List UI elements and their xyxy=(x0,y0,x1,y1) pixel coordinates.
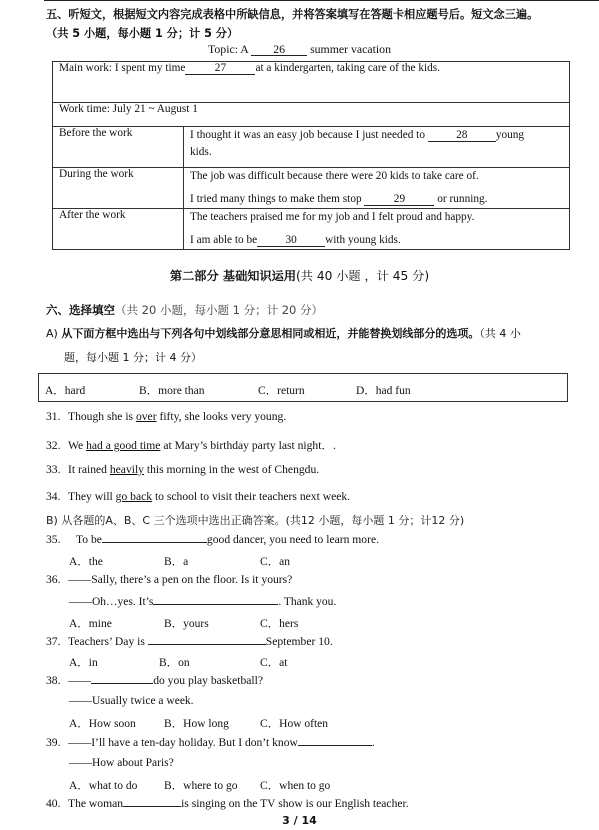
after-work-text: The teachers praised me for my job and I felt proud and happy. xyxy=(190,211,475,223)
main-work-text-end: at a kindergarten, taking care of the kids. xyxy=(255,62,441,74)
underlined-phrase: go back xyxy=(115,490,153,503)
topic-prefix: Topic: A xyxy=(208,42,249,56)
box-option-a: A．hard xyxy=(45,385,86,397)
question-text-end: . xyxy=(371,736,375,749)
option-b: B．How long xyxy=(164,718,229,730)
question-number: 35. xyxy=(46,533,61,546)
part-2-title: 第二部分 基础知识运用 xyxy=(169,269,297,283)
question-number: 38. xyxy=(46,674,61,687)
question-37 xyxy=(46,635,333,648)
after-work-label: After the work xyxy=(53,209,184,250)
question-number: 40. xyxy=(46,797,61,810)
option-a: A．the xyxy=(69,556,103,568)
word-option-box xyxy=(38,373,568,402)
question-36 xyxy=(46,573,292,586)
question-text: Though she is xyxy=(68,410,136,423)
sub-b-instruction: B) 从各题的A、B、C 三个选项中选出正确答案。(共12 小题，每小题 1 分；计12 分) xyxy=(46,514,465,527)
question-number: 37. xyxy=(46,635,61,648)
fill-blank xyxy=(148,644,266,645)
question-number: 31. xyxy=(46,410,61,423)
main-work-text: Main work: I spent my time xyxy=(59,62,186,74)
question-text-end: fifty, she looks very young. xyxy=(156,410,287,423)
question-number: 33. xyxy=(46,463,61,476)
section-6-scoring: （共 20 小题，每小题 1 分；计 20 分） xyxy=(115,303,324,317)
option-c: C．How often xyxy=(260,718,329,730)
question-39-reply: ——How about Paris? xyxy=(69,757,174,769)
before-work-text-cont: kids. xyxy=(190,146,212,158)
part-2-heading xyxy=(0,267,599,284)
listening-table xyxy=(52,61,570,250)
question-39 xyxy=(46,736,375,749)
underlined-phrase: heavily xyxy=(109,463,144,476)
question-36-reply xyxy=(69,596,336,608)
question-text-end: is singing on the TV show is our English teacher. xyxy=(181,797,409,810)
during-work-text-2: I tried many things to make them stop xyxy=(190,193,362,205)
underlined-phrase: had a good time xyxy=(86,439,161,452)
question-33 xyxy=(46,463,319,476)
during-work-cell xyxy=(184,168,570,209)
sub-a-instruction xyxy=(46,322,586,370)
during-work-label: During the work xyxy=(53,168,184,209)
answer-blank-27: 27 xyxy=(185,62,255,75)
question-35 xyxy=(46,533,379,546)
answer-blank-29: 29 xyxy=(364,193,434,206)
question-text: They will xyxy=(68,490,116,503)
section-5-instruction: 五、听短文，根据短文内容完成表格中所缺信息，并将答案填写在答题卡相应题号后。短文念三遍。 xyxy=(46,8,539,21)
question-text-end: September 10. xyxy=(265,635,333,648)
question-text: To be xyxy=(76,533,102,546)
question-number: 39. xyxy=(46,736,61,749)
after-work-cell xyxy=(184,209,570,250)
before-work-text-end: young xyxy=(495,129,525,141)
question-number: 34. xyxy=(46,490,61,503)
option-a: A．mine xyxy=(69,618,112,630)
option-a: A．what to do xyxy=(69,780,138,792)
question-text: It rained xyxy=(68,463,110,476)
option-c: C．hers xyxy=(260,618,299,630)
option-b: B．on xyxy=(159,657,190,669)
top-rule xyxy=(44,0,599,1)
fill-blank xyxy=(298,745,372,746)
work-time-cell: Work time: July 21 ~ August 1 xyxy=(53,103,570,127)
question-text: We xyxy=(68,439,87,452)
option-b: B．where to go xyxy=(164,780,238,792)
underlined-phrase: over xyxy=(135,410,157,423)
question-38-reply: ——Usually twice a week. xyxy=(69,695,194,707)
question-31 xyxy=(46,410,286,423)
question-text: ——I’ll have a ten-day holiday. But I don’t know xyxy=(68,736,298,749)
fill-blank xyxy=(123,806,181,807)
sub-a-scoring: （共 4 小 xyxy=(479,327,521,340)
topic-line xyxy=(0,42,599,57)
option-c: C．an xyxy=(260,556,291,568)
fill-blank xyxy=(153,604,278,605)
before-work-cell xyxy=(184,127,570,168)
question-text: Teachers’ Day is xyxy=(68,635,148,648)
question-text-end: this morning in the west of Chengdu. xyxy=(143,463,320,476)
part-2-scoring: (共 40 小题 ，计 45 分) xyxy=(296,269,430,283)
sub-a-label: A) xyxy=(46,327,62,340)
answer-blank-26: 26 xyxy=(251,43,307,56)
question-40 xyxy=(46,797,409,810)
question-text-end: to school to visit their teachers next week. xyxy=(152,490,351,503)
topic-suffix: summer vacation xyxy=(310,42,391,56)
box-option-d: D．had fun xyxy=(356,385,411,397)
page-number: 3 / 14 xyxy=(282,814,317,827)
section-5-heading xyxy=(46,5,594,43)
question-text: The woman xyxy=(68,797,124,810)
during-work-text-end: or running. xyxy=(437,193,488,205)
before-work-label: Before the work xyxy=(53,127,184,168)
option-c: C．at xyxy=(260,657,288,669)
question-text: ——Sally, there’s a pen on the floor. Is it yours? xyxy=(68,573,293,586)
during-work-text: The job was difficult because there were 20 kids to take care of. xyxy=(190,170,479,182)
after-work-text-end: with young kids. xyxy=(325,234,401,246)
option-a: A．in xyxy=(69,657,98,669)
after-work-text-2: I am able to be xyxy=(190,234,258,246)
box-option-c: C．return xyxy=(258,385,305,397)
answer-blank-28: 28 xyxy=(428,129,496,142)
section-6-title: 六、选择填空 xyxy=(46,303,115,317)
option-b: B．yours xyxy=(164,618,209,630)
question-number: 32. xyxy=(46,439,61,452)
question-38 xyxy=(46,674,263,687)
question-number: 36. xyxy=(46,573,61,586)
option-c: C．when to go xyxy=(260,780,331,792)
section-6-heading xyxy=(46,302,323,318)
fill-blank xyxy=(91,683,153,684)
option-b: B．a xyxy=(164,556,189,568)
option-a: A．How soon xyxy=(69,718,136,730)
fill-blank xyxy=(102,542,207,543)
reply-text-end: . Thank you. xyxy=(278,596,337,608)
question-text: —— xyxy=(68,674,92,687)
section-5-scoring: （共 5 小题，每小题 1 分；计 5 分） xyxy=(46,27,239,40)
answer-blank-30: 30 xyxy=(257,234,325,247)
question-32 xyxy=(46,437,336,453)
main-work-cell xyxy=(53,62,570,103)
question-text-end: do you play basketball? xyxy=(153,674,263,687)
before-work-text: I thought it was an easy job because I just needed to xyxy=(190,129,425,141)
question-text-end: good dancer, you need to learn more. xyxy=(206,533,380,546)
sub-a-text: 从下面方框中选出与下列各句中划线部分意思相同或相近，并能替换划线部分的选项。 xyxy=(61,327,480,340)
box-option-b: B．more than xyxy=(139,385,205,397)
sub-a-scoring-cont: 题，每小题 1 分；计 4 分） xyxy=(64,351,202,364)
reply-text: ——Oh…yes. It’s xyxy=(69,596,154,608)
question-34 xyxy=(46,490,350,503)
question-text-end: at Mary’s birthday party last night．. xyxy=(160,439,336,452)
